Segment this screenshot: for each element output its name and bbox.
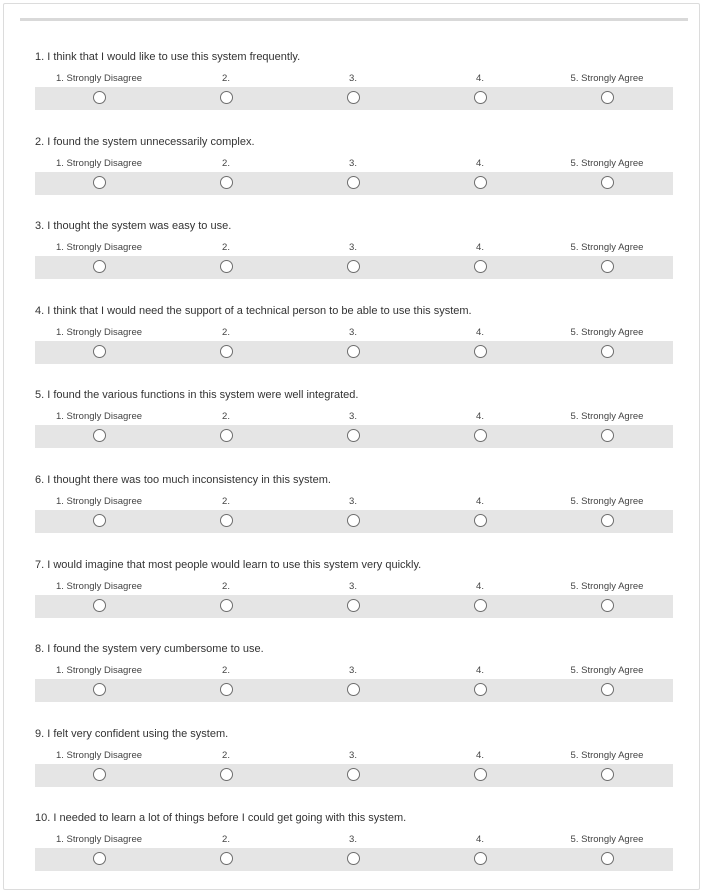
scale-label-2: 2.: [222, 73, 230, 84]
radio-option-5[interactable]: [601, 683, 614, 696]
radio-option-4[interactable]: [474, 345, 487, 358]
answer-options-row: [35, 87, 673, 110]
radio-option-4[interactable]: [474, 91, 487, 104]
radio-option-3[interactable]: [347, 176, 360, 189]
scale-label-2: 2.: [222, 580, 230, 592]
scale-labels: [35, 496, 673, 510]
scale-label-3: 3.: [349, 411, 357, 423]
scale-label-4: 4.: [476, 665, 484, 677]
question-text: 6. I thought there was too much inconsistency in this system.: [35, 474, 331, 486]
radio-option-5[interactable]: [601, 91, 614, 104]
scale-label-5: 5. Strongly Agree: [570, 73, 644, 84]
scale-label-1: 1. Strongly Disagree: [55, 157, 143, 169]
question-block: [4, 219, 701, 303]
scale-label-3: 3.: [349, 242, 357, 254]
scale-label-4: 4.: [476, 242, 484, 254]
scale-label-5: 5. Strongly Agree: [570, 411, 644, 423]
radio-option-4[interactable]: [474, 683, 487, 696]
scale-label-4: 4.: [476, 580, 484, 592]
radio-option-3[interactable]: [347, 429, 360, 442]
radio-option-1[interactable]: [93, 852, 106, 865]
radio-option-4[interactable]: [474, 260, 487, 273]
radio-option-2[interactable]: [220, 683, 233, 696]
scale-label-1: 1. Strongly Disagree: [55, 496, 143, 507]
scale-labels: [35, 411, 673, 425]
radio-option-5[interactable]: [601, 599, 614, 612]
scale-label-4: 4.: [476, 73, 484, 84]
scale-label-4: 4.: [476, 411, 484, 423]
radio-option-3[interactable]: [347, 683, 360, 696]
question-text: 5. I found the various functions in this system were well integrated.: [35, 389, 359, 402]
question-text: 8. I found the system very cumbersome to use.: [35, 643, 264, 656]
scale-labels: [35, 750, 673, 764]
question-block: [4, 811, 701, 895]
answer-options-row: [35, 679, 673, 702]
scale-label-5: 5. Strongly Agree: [570, 242, 644, 254]
scale-label-1: 1. Strongly Disagree: [55, 326, 143, 338]
radio-option-3[interactable]: [347, 599, 360, 612]
scale-label-2: 2.: [222, 496, 230, 507]
question-block: [4, 727, 701, 811]
radio-option-5[interactable]: [601, 345, 614, 358]
radio-option-2[interactable]: [220, 768, 233, 781]
question-text: 10. I needed to learn a lot of things before I could get going with this system.: [35, 812, 407, 825]
radio-option-5[interactable]: [601, 176, 614, 189]
radio-option-4[interactable]: [474, 429, 487, 442]
radio-option-2[interactable]: [220, 91, 233, 104]
question-block: [4, 135, 701, 219]
answer-options-row: [35, 425, 673, 448]
scale-label-1: 1. Strongly Disagree: [55, 242, 143, 254]
answer-options-row: [35, 764, 673, 787]
answer-options-row: [35, 848, 673, 871]
question-text: 7. I would imagine that most people would learn to use this system very quickly.: [35, 558, 422, 571]
radio-option-4[interactable]: [474, 768, 487, 781]
scale-labels: [35, 327, 673, 341]
scale-label-5: 5. Strongly Agree: [570, 834, 644, 846]
radio-option-1[interactable]: [93, 176, 106, 189]
question-block: [4, 304, 701, 388]
radio-option-5[interactable]: [601, 768, 614, 781]
radio-option-4[interactable]: [474, 599, 487, 612]
radio-option-1[interactable]: [93, 345, 106, 358]
survey-page: [3, 3, 700, 890]
question-text: 9. I felt very confident using the system.: [35, 727, 229, 740]
question-block: [4, 473, 701, 557]
scale-label-3: 3.: [349, 580, 357, 592]
question-text: 4. I think that I would need the support of a technical person to be able to use this system.: [35, 304, 472, 317]
scale-labels: [35, 158, 673, 172]
answer-options-row: [35, 510, 673, 533]
header-divider: [20, 18, 688, 21]
scale-label-1: 1. Strongly Disagree: [55, 834, 143, 846]
radio-option-2[interactable]: [220, 176, 233, 189]
radio-option-2[interactable]: [220, 599, 233, 612]
question-block: [4, 558, 701, 642]
question-block: [4, 50, 701, 134]
question-text: 3. I thought the system was easy to use.: [35, 220, 232, 233]
radio-option-1[interactable]: [93, 683, 106, 696]
question-text: 1. I think that I would like to use this system frequently.: [35, 51, 301, 63]
scale-label-3: 3.: [349, 749, 357, 761]
radio-option-2[interactable]: [220, 852, 233, 865]
scale-labels: [35, 581, 673, 595]
scale-label-4: 4.: [476, 749, 484, 761]
answer-options-row: [35, 595, 673, 618]
radio-option-3[interactable]: [347, 852, 360, 865]
answer-options-row: [35, 172, 673, 195]
scale-label-1: 1. Strongly Disagree: [55, 411, 143, 423]
radio-option-2[interactable]: [220, 260, 233, 273]
radio-option-1[interactable]: [93, 91, 106, 104]
radio-option-3[interactable]: [347, 514, 360, 527]
scale-label-4: 4.: [476, 157, 484, 169]
scale-label-2: 2.: [222, 242, 230, 254]
scale-labels: [35, 73, 673, 87]
scale-label-5: 5. Strongly Agree: [570, 665, 644, 677]
scale-label-1: 1. Strongly Disagree: [55, 580, 143, 592]
scale-label-5: 5. Strongly Agree: [570, 580, 644, 592]
question-text: 2. I found the system unnecessarily complex.: [35, 135, 255, 148]
scale-label-3: 3.: [349, 834, 357, 846]
scale-label-2: 2.: [222, 749, 230, 761]
scale-label-2: 2.: [222, 326, 230, 338]
question-block: [4, 642, 701, 726]
scale-label-1: 1. Strongly Disagree: [55, 749, 143, 761]
question-block: [4, 388, 701, 472]
radio-option-2[interactable]: [220, 345, 233, 358]
scale-label-2: 2.: [222, 411, 230, 423]
radio-option-1[interactable]: [93, 429, 106, 442]
radio-option-4[interactable]: [474, 852, 487, 865]
scale-label-5: 5. Strongly Agree: [570, 749, 644, 761]
scale-label-2: 2.: [222, 665, 230, 677]
scale-label-4: 4.: [476, 326, 484, 338]
scale-label-5: 5. Strongly Agree: [570, 326, 644, 338]
scale-labels: [35, 834, 673, 848]
radio-option-3[interactable]: [347, 91, 360, 104]
scale-label-3: 3.: [349, 665, 357, 677]
radio-option-5[interactable]: [601, 852, 614, 865]
scale-label-4: 4.: [476, 496, 484, 507]
radio-option-4[interactable]: [474, 176, 487, 189]
scale-label-1: 1. Strongly Disagree: [55, 73, 143, 84]
scale-labels: [35, 242, 673, 256]
radio-option-4[interactable]: [474, 514, 487, 527]
radio-option-3[interactable]: [347, 345, 360, 358]
radio-option-3[interactable]: [347, 260, 360, 273]
scale-label-4: 4.: [476, 834, 484, 846]
scale-label-3: 3.: [349, 496, 357, 507]
radio-option-2[interactable]: [220, 429, 233, 442]
scale-label-1: 1. Strongly Disagree: [55, 665, 143, 677]
scale-label-5: 5. Strongly Agree: [570, 496, 644, 507]
radio-option-1[interactable]: [93, 599, 106, 612]
scale-label-2: 2.: [222, 157, 230, 169]
scale-label-3: 3.: [349, 73, 357, 84]
radio-option-5[interactable]: [601, 514, 614, 527]
radio-option-1[interactable]: [93, 768, 106, 781]
scale-label-2: 2.: [222, 834, 230, 846]
radio-option-3[interactable]: [347, 768, 360, 781]
answer-options-row: [35, 256, 673, 279]
scale-label-3: 3.: [349, 326, 357, 338]
radio-option-5[interactable]: [601, 260, 614, 273]
radio-option-5[interactable]: [601, 429, 614, 442]
radio-option-2[interactable]: [220, 514, 233, 527]
radio-option-1[interactable]: [93, 514, 106, 527]
scale-label-3: 3.: [349, 157, 357, 169]
scale-labels: [35, 665, 673, 679]
answer-options-row: [35, 341, 673, 364]
scale-label-5: 5. Strongly Agree: [570, 157, 644, 169]
radio-option-1[interactable]: [93, 260, 106, 273]
